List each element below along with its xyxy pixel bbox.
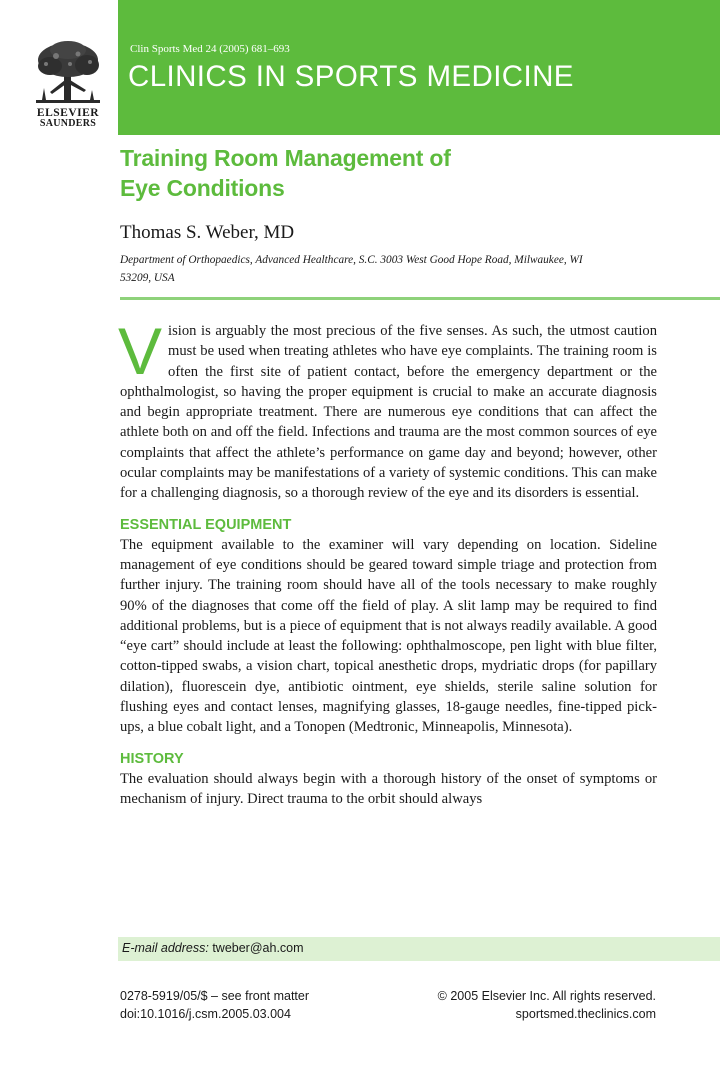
journal-title: CLINICS IN SPORTS MEDICINE [128,60,574,93]
doi[interactable]: doi:10.1016/j.csm.2005.03.004 [120,1007,291,1021]
intro-text: ision is arguably the most precious of the five senses. As such, the utmost caution must be used when treating athletes who have eye complaints. The training room is often the first site of patient contact, before the emergency department or the ophthalmologist, so having the proper equipment is crucial to make an accurate diagnosis and begin appropriate treatment. There are numerous eye conditions that can affect the athlete both on and off the field. Infections and trauma are the most common sources of eye complaints that affect the athlete’s performance on game day and beyond; however, other ocular complaints may be manifestations of a variety of systemic conditions. This can make for a challenging diagnosis, so a thorough review of the eye and its disorders is essential. [120,323,657,502]
author: Thomas S. Weber, MD [120,222,295,243]
email-label: E-mail address: [122,941,209,955]
intro-paragraph [118,314,657,504]
website-link[interactable]: sportsmed.theclinics.com [515,1007,656,1021]
email-address[interactable]: tweber@ah.com [212,941,304,955]
publisher-logo [28,40,108,136]
paragraph-history: The evaluation should always begin with a thorough history of the onset of symptoms or mechanism of injury. Direct trauma to the orbit should always [120,770,657,807]
section-heading-history: HISTORY [120,750,184,767]
affiliation: Department of Orthopaedics, Advanced Healthcare, S.C. 3003 West Good Hope Road, Milwaukee, WI 53209, USA [120,254,583,284]
publisher-name: ELSEVIER [36,107,100,119]
article-body [118,314,657,809]
article-title-line1: Training Room Management of [120,145,451,171]
footer-left [120,987,309,1023]
footer-right [438,987,656,1023]
elsevier-tree-icon [32,40,104,106]
journal-banner [118,0,720,135]
drop-cap: V [118,314,163,388]
citation: Clin Sports Med 24 (2005) 681–693 [130,43,290,55]
article-title-line2: Eye Conditions [120,175,285,201]
paragraph-equipment: The equipment available to the examiner will vary depending on location. Sideline management of eye conditions should be geared toward simple triage and protection from further injury. The training room should have all of the tools necessary to make roughly 90% of the diagnoses that come off the field of play. A slit lamp may be required to find additional problems, but is a piece of equipment that is not always readily available. A good “eye cart” should include at least the following: ophthalmoscope, pen light with blue filter, cotton-tipped swabs, a vision chart, topical anesthetic drops, mydriatic drops (for papillary dilation), fluorescein dye, antibiotic ointment, eye shields, sterile saline solution for flushing eyes and contact lenses, magnifying glasses, 18-gauge needles, fine-tipped pick-ups, a blue cobalt light, and a Tonopen (Medtronic, Minneapolis, Minnesota). [120,536,657,736]
email-footnote [118,937,720,961]
section-heading-equipment: ESSENTIAL EQUIPMENT [120,516,292,533]
article-title [120,143,680,203]
copyright: © 2005 Elsevier Inc. All rights reserved. [437,989,656,1003]
issn: 0278-5919/05/$ – see front matter [120,989,310,1003]
publisher-imprint: SAUNDERS [39,118,97,129]
divider [120,297,720,300]
